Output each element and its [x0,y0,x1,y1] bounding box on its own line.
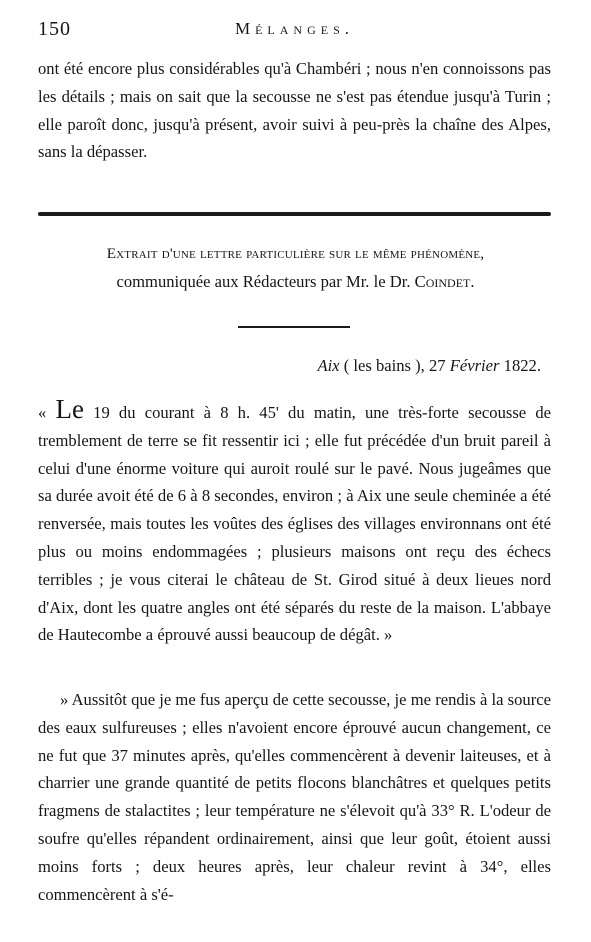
author-name: Coindet. [414,272,475,291]
running-title: Mélanges. [234,19,355,38]
letter-paragraph-2: » Aussitôt que je me fus aperçu de cette secousse, je me rendis à la source des eaux sulfureuses ; elles n'avoient encore éprouvé aucun changement, ce ne fut que 37 minutes après, qu'elles commencèrent à devenir laiteuses, et à charrier une grande quantité de petits flocons blanchâtres et quelques petits fragmens de stalactites ; leur température ne s'élevoit qu'à 33° R. L'odeur de soufre qu'elles répandent ordinairement, ainsi que leur goût, étoient aussi moins forts ; deux heures après, leur chaleur revint à 34°, elles commencèrent à s'é- [38,690,551,904]
running-head [38,18,551,46]
dateline [317,356,541,376]
article-heading-title: Extrait d'une lettre particulière sur le même phénomène, [106,245,485,262]
byline-text: communiquée aux Rédacteurs par Mr. le Dr. [116,272,411,291]
heading-divider [238,326,350,328]
dateline-detail: ( les bains ), 27 [343,356,446,375]
dateline-place: Aix [317,356,340,375]
article-heading [36,240,555,296]
article-heading-byline [36,268,555,296]
letter-paragraph-1 [38,394,551,649]
drop-cap: Le [55,394,84,424]
page-number: 150 [38,18,71,40]
section-divider [38,212,551,216]
intro-paragraph: ont été encore plus considérables qu'à Chambéri ; nous n'en connoissons pas les détails ; mais on sait que la secousse ne s'est pas étendue jusqu'à Turin ; elle paroît donc, jusqu'à présent, avoir suivi à peu-près la chaîne des Alpes, sans la dépasser. [38,59,551,162]
dateline-month: Février [449,356,500,375]
paragraph-1-text: 19 du courant à 8 h. 45' du matin, une très-forte secousse de tremblement de terre se fit ressentir ici ; elle fut précédée d'un bruit pareil à celui d'une énorme voiture qui auroit roulé sur le pavé. Nous jugeâmes que sa durée avoit été de 6 à 8 secondes, environ ; à Aix une seule cheminée a été renversée, mais toutes les voûtes des églises des villages environnans ont été plus ou moins endommagées ; plusieurs maisons ont reçu des échecs terribles ; je vous citerai le château de St. Girod situé à deux lieues nord d'Aix, dont les quatre angles ont été séparés du reste de la maison. L'abbaye de Hautecombe a éprouvé aussi beaucoup de dégât. » [38,403,551,645]
open-quote: « [38,403,56,422]
dateline-year: 1822. [503,356,541,375]
